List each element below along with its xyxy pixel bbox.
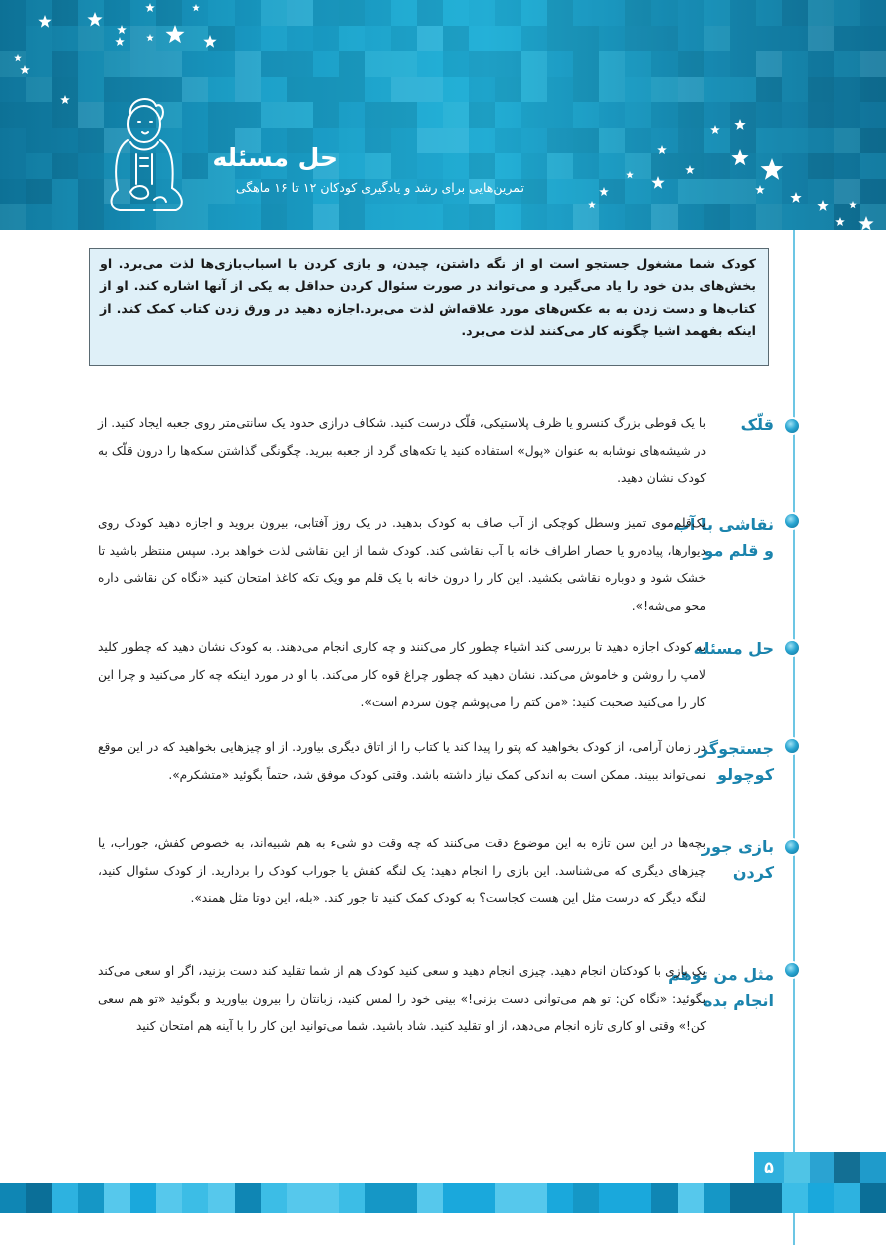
star-icon bbox=[14, 54, 22, 61]
star-icon bbox=[651, 176, 664, 189]
star-icon bbox=[858, 216, 873, 230]
star-icon bbox=[710, 125, 720, 134]
bullet-icon bbox=[785, 840, 799, 854]
section-text: در زمان آرامی، از کودک بخواهید که پتو را پیدا کند یا کتاب را از اتاق دیگری بیاورد. از او چیزهایی بخواهید که در این موقع نمی‌تواند ببیند. ممکن است به اندکی کمک نیاز داشته باشد. وقتی کودک موفق شد، حتماً بگوئید «متشکرم». bbox=[98, 740, 706, 782]
section-text: یک بازی با کودکتان انجام دهید. چیزی انجام دهید و سعی کنید کودک هم از شما تقلید کند دست بزنید، اگر او سعی می‌کند بگوئید: «نگاه کن: تو هم می‌توانی دست بزنی!» بینی خود را لمس کنید، زبانتان را بیرون بیاورید و بگوئید «تو هم سعی کن!» وقتی او کاری تازه انجام می‌دهد، از او تقلید کنید. شاد باشید. شما می‌توانید این کار را با آینه هم امتحان کنید bbox=[98, 964, 706, 1034]
page-title: حل مسئله bbox=[212, 143, 338, 172]
section-text: بچه‌ها در این سن تازه به این موضوع دقت می‌کنند که چه وقت دو شیء به هم شبیه‌اند، به خصوص کفش، جوراب، یا چیزهای دیگری که می‌شناسد. این بازی را انجام دهید: یک لنگه کفش یا جوراب کودک را بردارید. از کودک سئوال کنید، لنگه دیگر که درست مثل این هست کجاست؟ به کودک کمک کنید تا جور کند. «بله، این دوتا مثل همند». bbox=[98, 836, 706, 906]
bullet-icon bbox=[785, 963, 799, 977]
star-icon bbox=[166, 25, 185, 43]
child-illustration bbox=[100, 92, 190, 220]
section-text: با یک قوطی بزرگ کنسرو یا ظرف پلاستیکی، قلّک درست کنید. شکاف درازی حدود یک سانتی‌متر روی جعبه ایجاد کنید. از در شیشه‌های نوشابه به عنوان «پول» استفاده کنید یا تکه‌های گرد از جعبه ببرید. چگونگی گذاشتن سکه‌ها را درون قلّک به کودک نشان دهید. bbox=[98, 416, 706, 486]
star-icon bbox=[87, 12, 102, 27]
section-heading: مثل من توهم انجام بده bbox=[668, 965, 774, 1010]
star-icon bbox=[203, 35, 216, 48]
bullet-icon bbox=[785, 419, 799, 433]
bullet-icon bbox=[785, 739, 799, 753]
star-icon bbox=[192, 4, 200, 11]
star-icon bbox=[20, 65, 30, 74]
star-icon bbox=[849, 201, 857, 208]
intro-box: کودک شما مشغول جستجو است او از نگه داشتن، چیدن، و بازی کردن با اسباب‌بازی‌ها لذت می‌برد. او بخش‌های بدن خود را یاد می‌گیرد و می‌تواند در صورت سئوال کردن حداقل به یکی از آنها اشاره کند. او از کتاب‌ها و دست زدن به به عکس‌های مورد علاقه‌اش لذت می‌برد.اجازه دهید در ورق زدن کتاب کمک کند. از اینکه بفهمد اشیا چگونه کار می‌کنند لذت می‌برد. bbox=[89, 248, 769, 366]
page-subtitle: تمرین‌هایی برای رشد و یادگیری کودکان ۱۲ تا ۱۶ ماهگی bbox=[235, 180, 524, 195]
star-icon bbox=[626, 171, 634, 178]
star-icon bbox=[755, 185, 765, 194]
star-icon bbox=[117, 25, 127, 34]
star-icon bbox=[657, 145, 667, 154]
star-icon bbox=[761, 158, 784, 180]
star-icon bbox=[588, 201, 596, 208]
star-icon bbox=[835, 217, 845, 226]
header-banner bbox=[0, 0, 886, 230]
star-icon bbox=[734, 119, 745, 130]
timeline-line bbox=[793, 230, 795, 1245]
section-heading: حل مسئله bbox=[693, 639, 774, 658]
star-icon bbox=[38, 15, 51, 28]
star-icon bbox=[146, 34, 154, 41]
star-icon bbox=[817, 200, 828, 211]
page-number: ۵ bbox=[764, 1158, 774, 1177]
section-text: به کودک اجازه دهید تا بررسی کند اشیاء چطور کار می‌کنند و چه کاری انجام می‌دهند. به کودک نشان دهید که چطور کلید لامپ را روشن و خاموش می‌کند. نشان دهید که چطور چراغ قوه کار می‌کند. با او در مورد اینکه چه کار می‌کنید و چرا این کار را می‌کنید صحبت کنید: «من کتم را می‌پوشم چون سردم است». bbox=[98, 640, 706, 710]
star-icon bbox=[60, 95, 70, 104]
section-heading: نقاشی با آب و قلم مو bbox=[673, 515, 774, 560]
section-heading: قلّک bbox=[740, 415, 774, 434]
section-heading: جستجوگر کوچولو bbox=[698, 739, 774, 784]
section-heading: بازی جور کردن bbox=[701, 837, 774, 882]
bullet-icon bbox=[785, 641, 799, 655]
star-icon bbox=[685, 165, 695, 174]
star-icon bbox=[599, 187, 609, 196]
star-icon bbox=[115, 37, 125, 46]
star-icon bbox=[790, 192, 801, 203]
bullet-icon bbox=[785, 514, 799, 528]
footer-band bbox=[0, 1183, 886, 1213]
section-text: یک‌قلم‌موی تمیز وسطل کوچکی از آب صاف به کودک بدهید. در یک روز آفتابی، بیرون بروید و اجازه دهید کودک روی دیوارها، پیاده‌رو یا حصار اطراف خانه با آب نقاشی کند. کودک شما از این نقاشی لذت خواهد برد. سپس منتظر باشید تا خشک شود و دوباره نقاشی بکشید. این کار را درون خانه با یک قلم مو ویک تکه کاغذ امتحان کنید «نگاه کن نقاشی داره محو می‌شه!». bbox=[98, 516, 706, 613]
star-icon bbox=[731, 149, 748, 165]
star-icon bbox=[145, 3, 155, 12]
